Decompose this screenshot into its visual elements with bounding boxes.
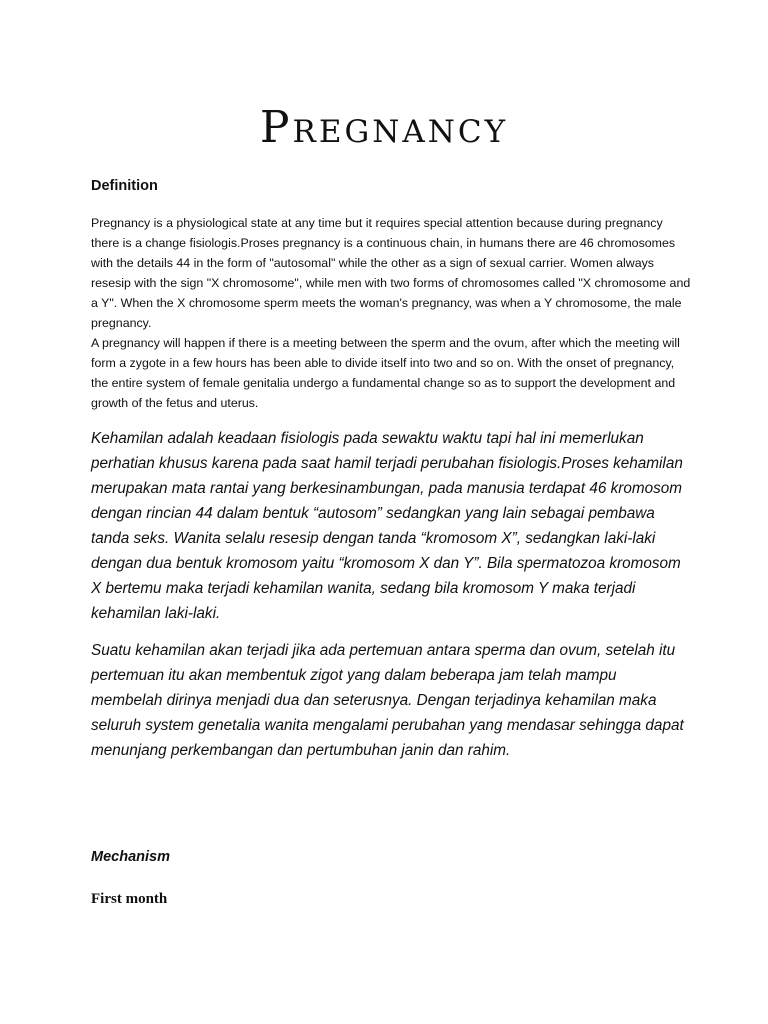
mechanism-heading: Mechanism [91,849,170,865]
definition-heading: Definition [91,178,158,194]
english-paragraph-1: Pregnancy is a physiological state at any time but it requires special attention because during pregnancy there is a change fisiologis.Proses pregnancy is a continuous chain, in humans there are 46 chromosomes with the details 44 in the form of "autosomal" while the other as a sign of sexual carrier. Women always resesip with the sign "X chromosome", while men with two forms of chromosomes called "X chromosome and a Y". When the X chromosome sperm meets the woman's pregnancy, was when a Y chromosome, the male pregnancy. [91,216,691,330]
indonesian-definition-text [91,426,691,775]
english-paragraph-2: A pregnancy will happen if there is a meeting between the sperm and the ovum, after which the meeting will form a zygote in a few hours has been able to divide itself into two and so on. With the onset of pregnancy, the entire system of female genitalia undergo a fundamental change so as to support the development and growth of the fetus and uterus. [91,336,680,410]
indonesian-paragraph-2: Suatu kehamilan akan terjadi jika ada pertemuan antara sperma dan ovum, setelah itu pertemuan itu akan membentuk zigot yang dalam beberapa jam telah mampu membelah dirinya menjadi dua dan seterusnya. Dengan terjadinya kehamilan maka seluruh system genetalia wanita mengalami perubahan yang mendasar sehingga dapat menunjang perkembangan dan pertumbuhan janin dan rahim. [91,642,684,759]
page-title: Pregnancy [259,102,509,153]
indonesian-paragraph-1: Kehamilan adalah keadaan fisiologis pada sewaktu waktu tapi hal ini memerlukan perhatian khusus karena pada saat hamil terjadi perubahan fisiologis.Proses kehamilan merupakan mata rantai yang berkesinambungan, pada manusia terdapat 46 kromosom dengan rincian 44 dalam bentuk “autosom” sedangkan yang lain sebagai pembawa tanda seks. Wanita selalu resesip dengan tanda “kromosom X”, sedangkan laki-laki dengan dua bentuk kromosom yaitu “kromosom X dan Y”. Bila spermatozoa kromosom X bertemu maka terjadi kehamilan wanita, sedang bila kromosom Y maka terjadi kehamilan laki-laki. [91,430,683,622]
english-definition-text [91,213,691,413]
first-month-heading: First month [91,891,168,907]
